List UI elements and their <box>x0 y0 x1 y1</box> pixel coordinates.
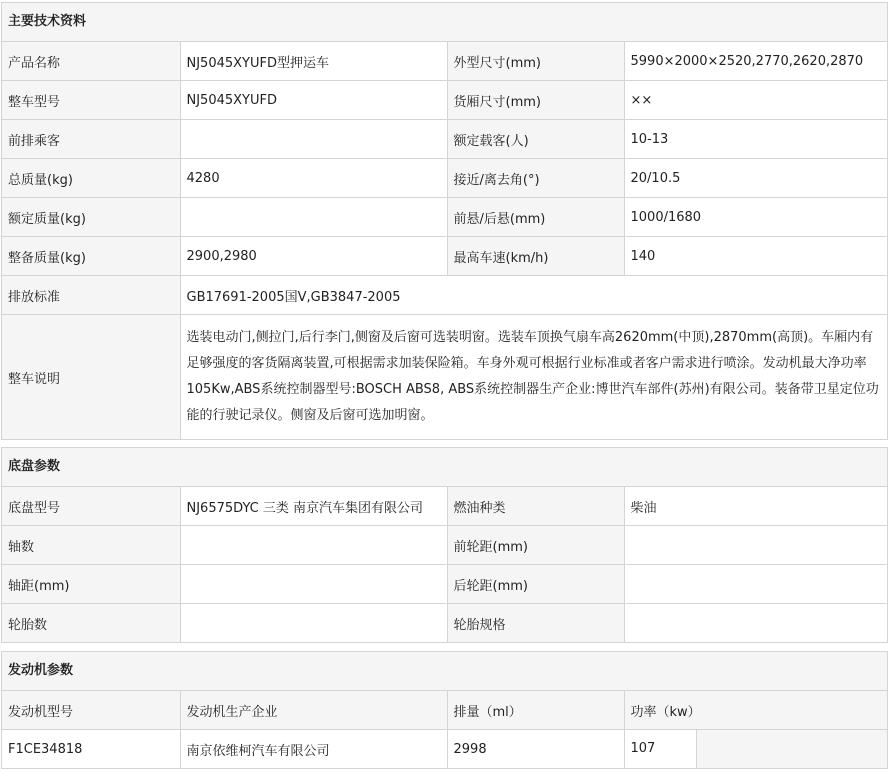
table-row <box>2 81 887 120</box>
table-row <box>2 604 887 643</box>
engine-table <box>2 691 887 768</box>
main-specs-title: 主要技术资料 <box>2 3 887 42</box>
blank-cell <box>697 730 888 768</box>
engine-header: 发动机生产企业 <box>180 691 447 730</box>
spec-label: 底盘型号 <box>2 487 180 526</box>
spec-value: 5990×2000×2520,2770,2620,2870 <box>624 42 887 81</box>
engine-header: 排量（ml） <box>447 691 624 730</box>
spec-value: 20/10.5 <box>624 159 887 198</box>
spec-label: 轴数 <box>2 526 180 565</box>
engine-title: 发动机参数 <box>2 652 887 691</box>
table-row <box>2 315 887 440</box>
table-row <box>2 237 887 276</box>
spec-label: 后轮距(mm) <box>447 565 624 604</box>
spec-label: 接近/离去角(°) <box>447 159 624 198</box>
engine-header: 功率（kw） <box>624 691 887 730</box>
emission-label: 排放标准 <box>2 276 180 315</box>
spec-label: 前排乘客 <box>2 120 180 159</box>
spec-label: 额定质量(kg) <box>2 198 180 237</box>
engine-header: 发动机型号 <box>2 691 180 730</box>
table-row <box>2 120 887 159</box>
spec-label: 前轮距(mm) <box>447 526 624 565</box>
spec-value <box>180 198 447 237</box>
main-specs-section <box>1 2 888 440</box>
spec-label: 外型尺寸(mm) <box>447 42 624 81</box>
spec-value <box>180 604 447 643</box>
spec-label: 轮胎规格 <box>447 604 624 643</box>
engine-maker-value: 南京依维柯汽车有限公司 <box>180 730 447 769</box>
spec-value <box>180 565 447 604</box>
spec-label: 轴距(mm) <box>2 565 180 604</box>
spec-value: 柴油 <box>624 487 887 526</box>
spec-label: 最高车速(km/h) <box>447 237 624 276</box>
spec-label: 整车型号 <box>2 81 180 120</box>
table-row <box>2 42 887 81</box>
spec-label: 整备质量(kg) <box>2 237 180 276</box>
description-label: 整车说明 <box>2 315 180 440</box>
spec-label: 货厢尺寸(mm) <box>447 81 624 120</box>
table-row <box>2 565 887 604</box>
chassis-section <box>1 447 888 643</box>
chassis-title: 底盘参数 <box>2 448 887 487</box>
spec-label: 产品名称 <box>2 42 180 81</box>
spec-value <box>180 526 447 565</box>
spec-value <box>624 604 887 643</box>
spec-value <box>180 120 447 159</box>
spec-value: 140 <box>624 237 887 276</box>
table-row <box>2 487 887 526</box>
table-row <box>2 691 887 730</box>
spec-label: 总质量(kg) <box>2 159 180 198</box>
description-value: 选装电动门,侧拉门,后行李门,侧窗及后窗可选装明窗。选装车顶换气扇车高2620mm(中顶),2870mm(高顶)。车厢内有足够强度的客货隔离装置,可根据需求加装保险箱。车身外观可根据行业标准或者客户需求进行喷涂。发动机最大净功率105Kw,ABS系统控制器型号:BOSCH ABS8, ABS系统控制器生产企业:博世汽车部件(苏州)有限公司。装备带卫星定位功能的行驶记录仪。侧窗及后窗可选加明窗。 <box>186 330 879 423</box>
spec-value: 10-13 <box>624 120 887 159</box>
spec-value: NJ5045XYUFD型押运车 <box>180 42 447 81</box>
spec-value: ×× <box>624 81 887 120</box>
spec-value: 2900,2980 <box>180 237 447 276</box>
spec-value: 1000/1680 <box>624 198 887 237</box>
spec-label: 额定载客(人) <box>447 120 624 159</box>
table-row <box>2 198 887 237</box>
spec-value: NJ5045XYUFD <box>180 81 447 120</box>
table-row <box>2 159 887 198</box>
engine-section <box>1 651 888 769</box>
engine-power-cell <box>624 730 887 769</box>
spec-value <box>624 526 887 565</box>
spec-value <box>624 565 887 604</box>
main-specs-table <box>2 42 887 439</box>
spec-value: NJ6575DYC 三类 南京汽车集团有限公司 <box>180 487 447 526</box>
spec-label: 燃油种类 <box>447 487 624 526</box>
chassis-table <box>2 487 887 642</box>
table-row <box>2 276 887 315</box>
engine-displacement-value: 2998 <box>447 730 624 769</box>
table-row <box>2 526 887 565</box>
spec-value: 4280 <box>180 159 447 198</box>
table-row <box>2 730 887 769</box>
spec-label: 前悬/后悬(mm) <box>447 198 624 237</box>
spec-label: 轮胎数 <box>2 604 180 643</box>
engine-model-value: F1CE34818 <box>2 730 180 769</box>
emission-value: GB17691-2005国Ⅴ,GB3847-2005 <box>180 276 887 315</box>
engine-power-value: 107 <box>625 730 697 768</box>
